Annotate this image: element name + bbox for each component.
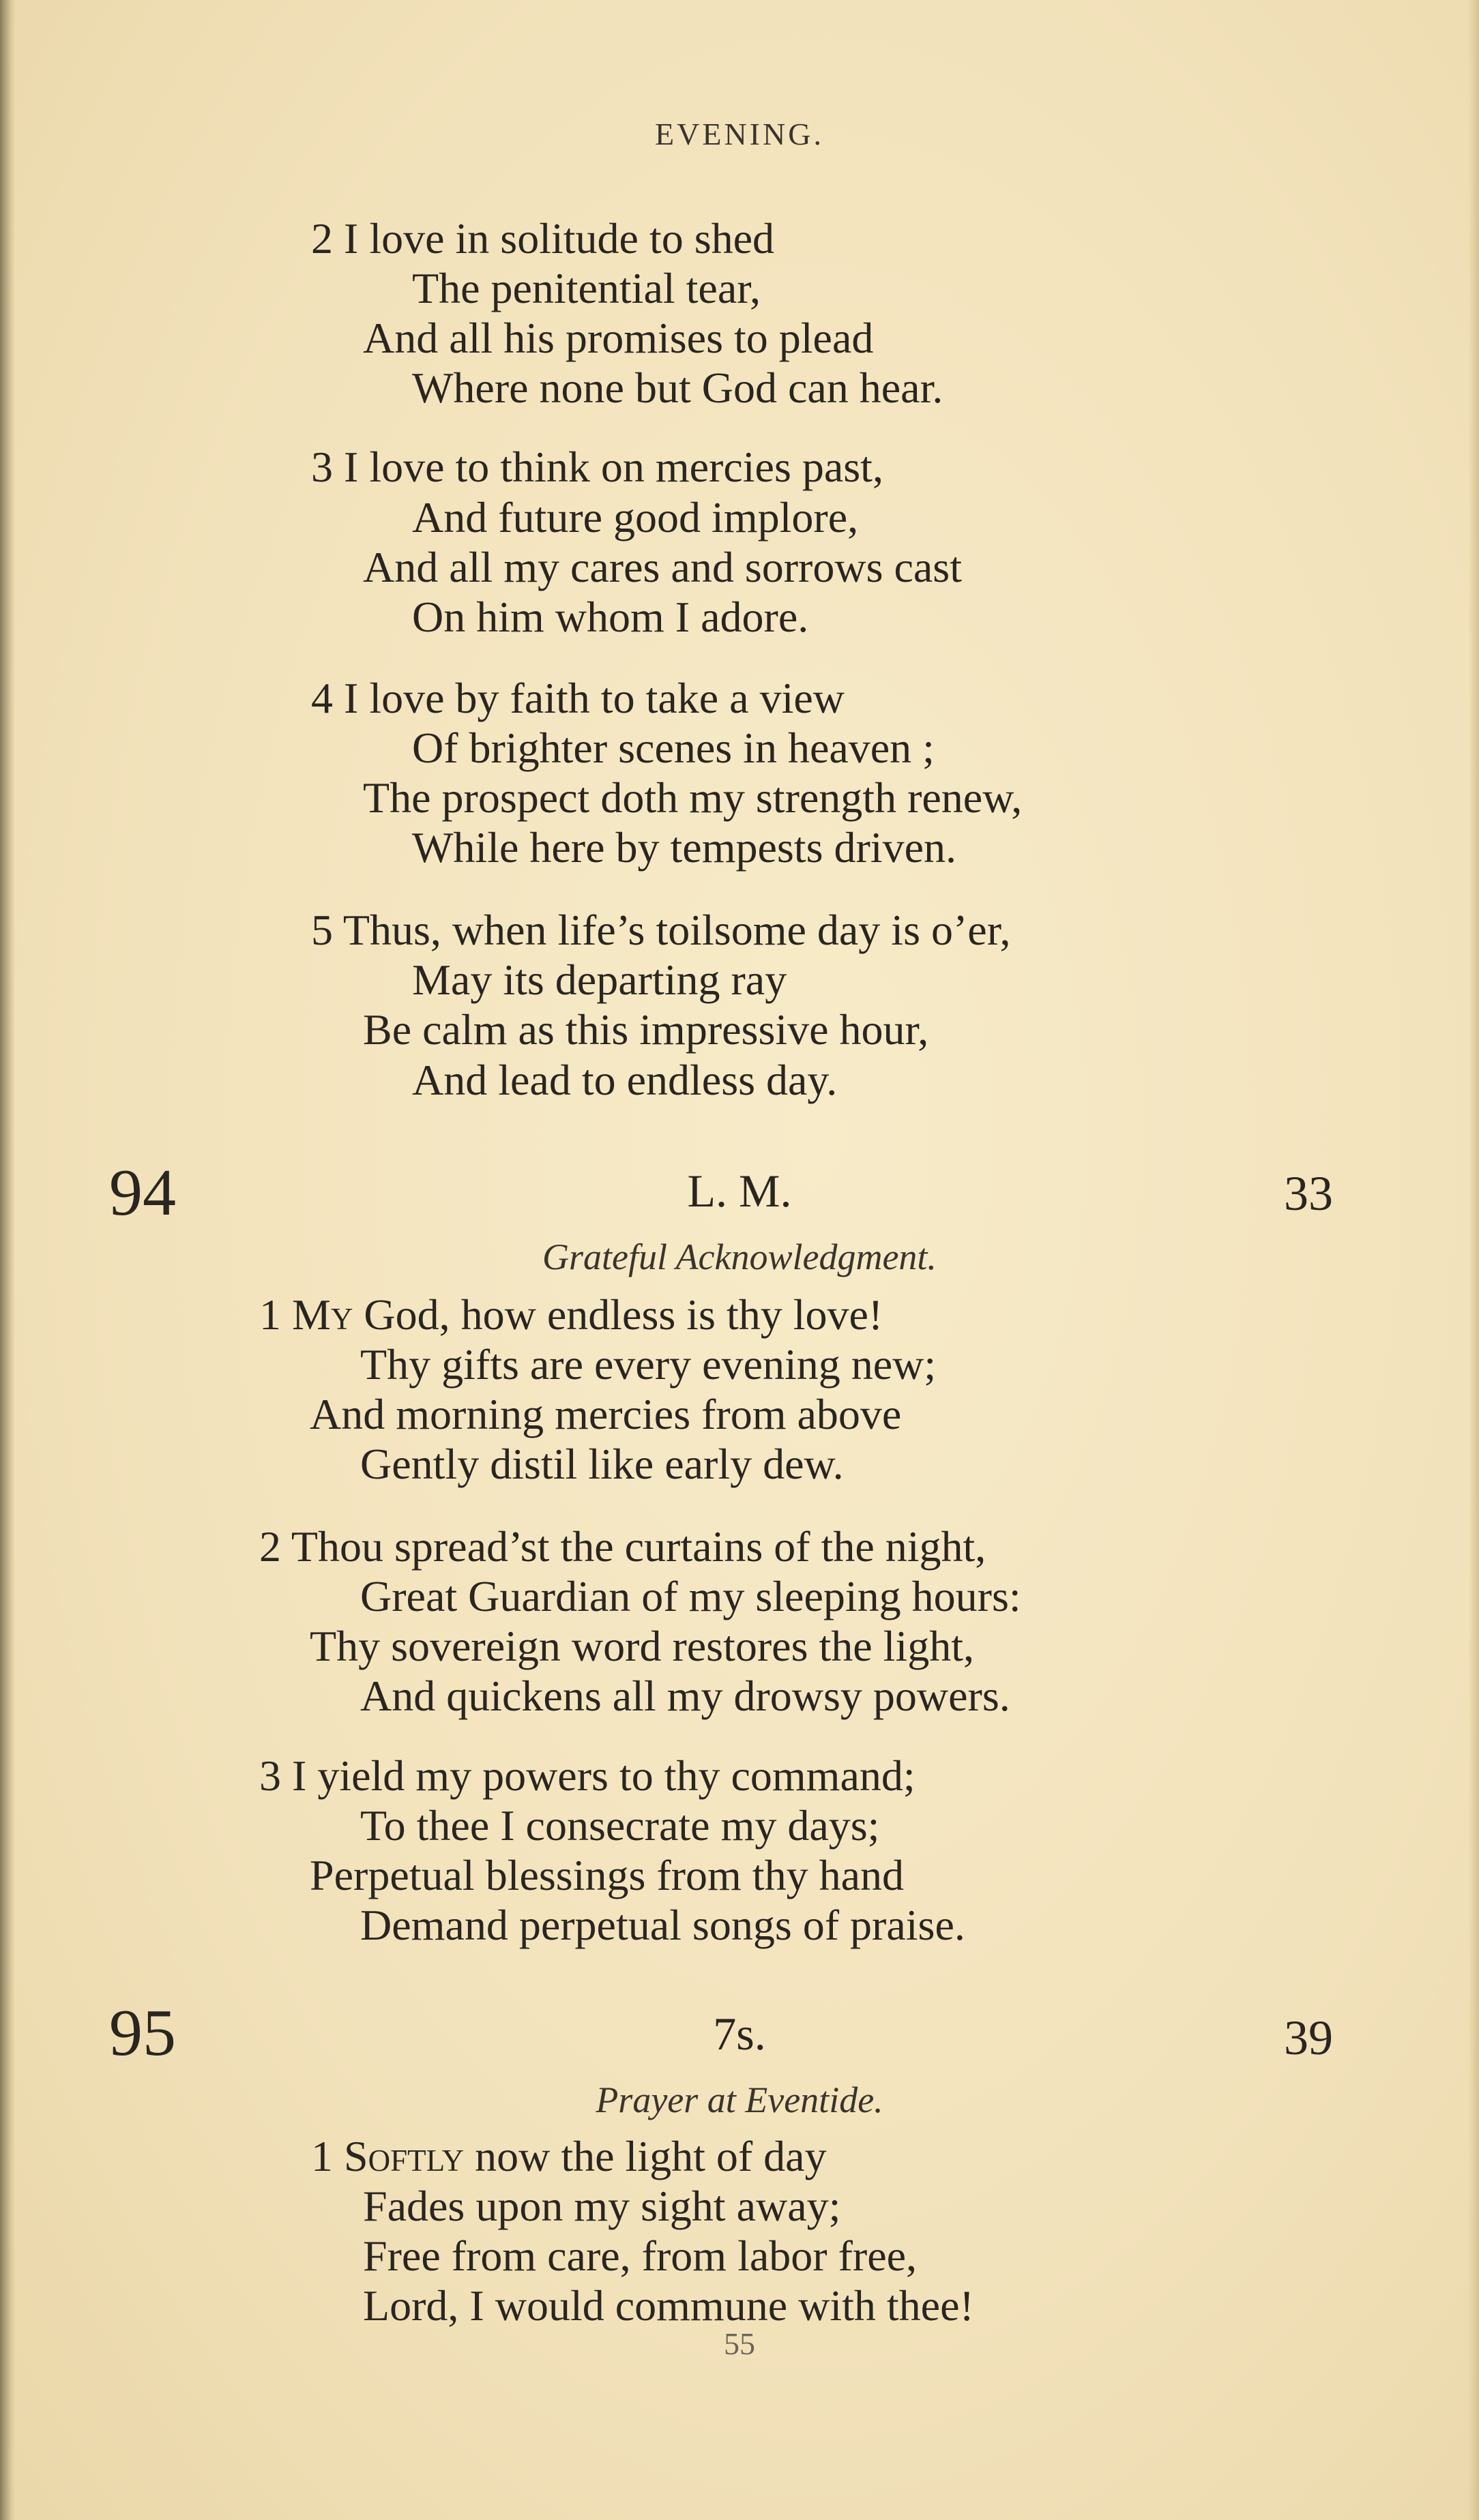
verse-line — [259, 1290, 883, 1339]
verse-line: The penitential tear, — [412, 264, 761, 312]
hymn-number: 94 — [109, 1156, 176, 1230]
verse-line: And morning mercies from above — [310, 1390, 902, 1438]
first-line-rest: God, how endless is thy love! — [353, 1290, 883, 1339]
verse-line: On him whom I adore. — [412, 593, 809, 641]
verse-line: Demand perpetual songs of praise. — [360, 1901, 965, 1949]
verse-line: While here by tempests driven. — [412, 823, 956, 872]
verse-line: And quickens all my drowsy powers. — [360, 1672, 1010, 1720]
verse-line: Great Guardian of my sleeping hours: — [360, 1572, 1021, 1620]
verse-line: And future good implore, — [412, 493, 859, 542]
verse-line: And all my cares and sorrows cast — [363, 543, 962, 591]
verse-line: 5 Thus, when life’s toilsome day is o’er, — [311, 906, 1011, 954]
verse-line: Thy sovereign word restores the light, — [310, 1622, 974, 1670]
verse-line: The prospect doth my strength renew, — [363, 773, 1023, 822]
running-head: EVENING. — [655, 117, 824, 151]
hymn-title: Grateful Acknowledgment. — [542, 1236, 937, 1277]
verse-line: Be calm as this impressive hour, — [363, 1005, 929, 1054]
verse-line: Thy gifts are every evening new; — [360, 1340, 937, 1389]
stanza-number: 1 — [259, 1290, 281, 1339]
hymn-meter: 7s. — [713, 2008, 766, 2060]
verse-line: To thee I consecrate my days; — [360, 1801, 880, 1850]
hymn-title: Prayer at Eventide. — [596, 2079, 883, 2120]
verse-line: And all his promises to plead — [363, 314, 874, 362]
verse-line: Where none but God can hear. — [412, 364, 943, 412]
tune-number: 39 — [1284, 2011, 1333, 2065]
first-line-rest: now the light of day — [464, 2132, 827, 2180]
page-number: 55 — [724, 2326, 755, 2361]
verse-line: Gently distil like early dew. — [360, 1440, 844, 1488]
hymn-meter: L. M. — [687, 1165, 792, 1217]
verse-line: 4 I love by faith to take a view — [311, 674, 845, 722]
first-word: Softly — [344, 2132, 465, 2180]
hymn-number: 95 — [109, 1996, 176, 2070]
verse-line: 3 I yield my powers to thy command; — [259, 1751, 916, 1800]
first-word: My — [292, 1290, 353, 1339]
verse-line: Lord, I would commune with thee! — [363, 2281, 974, 2330]
verse-line: Of brighter scenes in heaven ; — [412, 724, 935, 772]
tune-number: 33 — [1284, 1166, 1333, 1221]
verse-line: Perpetual blessings from thy hand — [310, 1851, 904, 1899]
stanza-number: 1 — [311, 2132, 333, 2180]
verse-line: 2 Thou spread’st the curtains of the night, — [259, 1522, 986, 1571]
verse-line: 3 I love to think on mercies past, — [311, 443, 883, 491]
verse-line: Fades upon my sight away; — [363, 2182, 841, 2230]
verse-line — [311, 2132, 827, 2180]
verse-line: May its departing ray — [412, 955, 787, 1004]
verse-line: 2 I love in solitude to shed — [311, 214, 775, 263]
verse-line: Free from care, from labor free, — [363, 2232, 917, 2280]
verse-line: And lead to endless day. — [412, 1056, 838, 1104]
